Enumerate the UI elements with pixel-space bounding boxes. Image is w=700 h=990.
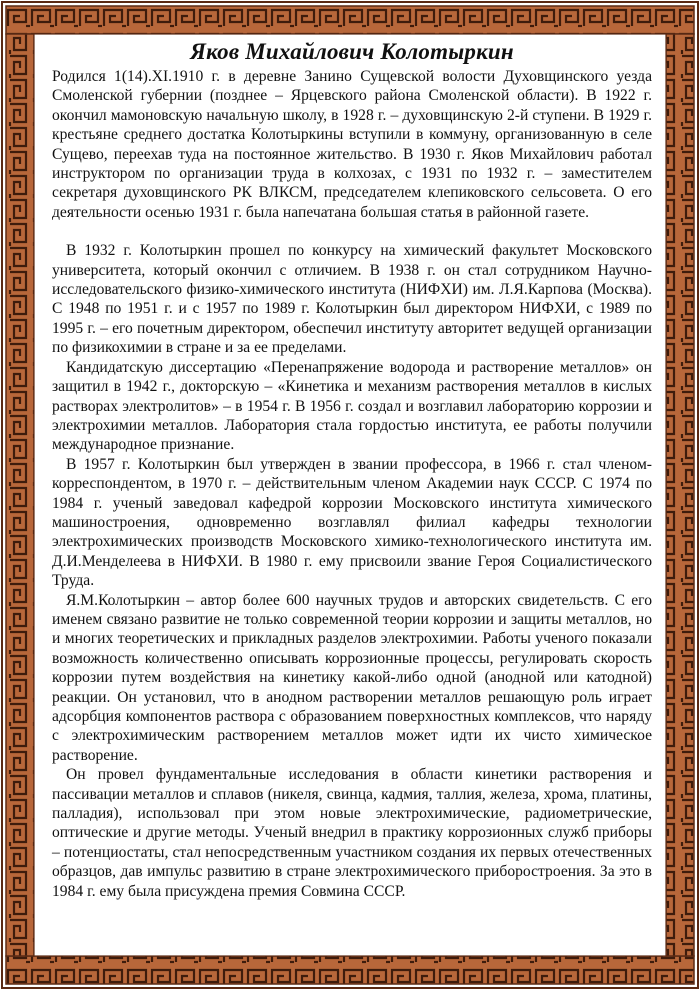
paragraph-gap xyxy=(52,222,652,241)
paragraph-works: Я.М.Колотыркин – автор более 600 научных трудов и авторских свидетельств. С его именем связано развитие не только современной теории коррозии и защиты металлов, но и многих теоретических и прикладных разделов электрохимии. Работы ученого показали возможность количественно описывать коррозионные процессы, регулировать скорость коррозии путем воздействия на кинетику какой-либо одной (анодной или катодной) реакции. Он установил, что в анодном растворении металлов решающую роль играет адсорбция компонентов раствора с образованием поверхностных комплексов, что наряду с электрохимическим растворением металлов может идти их чисто химическое растворение. xyxy=(52,591,652,764)
article-body xyxy=(52,38,652,918)
article-title: Яков Михайлович Колотыркин xyxy=(190,39,514,64)
paragraph-birth: Родился 1(14).XI.1910 г. в деревне Занино Сущевской волости Духовщинского уезда Смоленской губернии (позднее – Ярцевского района Смоленской области). В 1922 г. окончил мамоновскую начальную школу, в 1928 г. – духовщинскую 2-й ступени. В 1929 г. крестьяне среднего достатка Колотыркины вступили в коммуну, организованную в селе Сущево, переехав туда на постоянное жительство. В 1930 г. Яков Михайлович работал инструктором по организации труда в колхозах, с 1931 по 1932 г. – заместителем секретаря духовщинского РК ВЛКСМ, председателем клепиковского сельсовета. О его деятельности осенью 1931 г. была напечатана большая статья в районной газете. xyxy=(52,68,652,221)
paragraph-research: Он провел фундаментальные исследования в области кинетики растворения и пассивации металлов и сплавов (никеля, свинца, кадмия, таллия, железа, хрома, платины, палладия), использовал при этом новые электрохимические, радиометрические, оптические и другие методы. Ученый внедрил в практику коррозионных служб приборы – потенциостаты, стал непосредственным участником создания их первых отечественных образцов, дав импульс развитию в стране электрохимического приборостроения. За это в 1984 г. ему была присуждена премия Совмина СССР. xyxy=(52,766,652,900)
paragraph-dissertation: Кандидатскую диссертацию «Перенапряжение водорода и растворение металлов» он защитил в 1942 г., докторскую – «Кинетика и механизм растворения металлов в кислых растворах электролитов» – в 1954 г. В 1956 г. создал и возглавил лабораторию коррозии и электрохимии металлов. Лаборатория стала гордостью института, ее работы получили международное признание. xyxy=(52,358,652,454)
paragraph-academy: В 1957 г. Колотыркин был утвержден в звании профессора, в 1966 г. стал членом-корреспондентом, в 1970 г. – действительным членом Академии наук СССР. С 1974 по 1984 г. ученый заведовал кафедрой коррозии Московского института химического машиностроения, одновременно возглавлял филиал кафедры технологии электрохимических производств Московского химико-технологического института им. Д.И.Менделеева в НИФХИ. В 1980 г. ему присвоили звание Героя Социалистического Труда. xyxy=(52,455,652,590)
paragraph-university: В 1932 г. Колотыркин прошел по конкурсу на химический факультет Московского университета, который окончил с отличием. В 1938 г. он стал сотрудником Научно-исследовательского физико-химического института (НИФХИ) им. Л.Я.Карпова (Москва). С 1948 по 1951 г. и с 1957 по 1989 г. Колотыркин был директором НИФХИ, с 1989 по 1995 г. – его почетным директором, обеспечил институту авторитет ведущей организации по физикохимии в стране и за ее пределами. xyxy=(52,242,652,357)
